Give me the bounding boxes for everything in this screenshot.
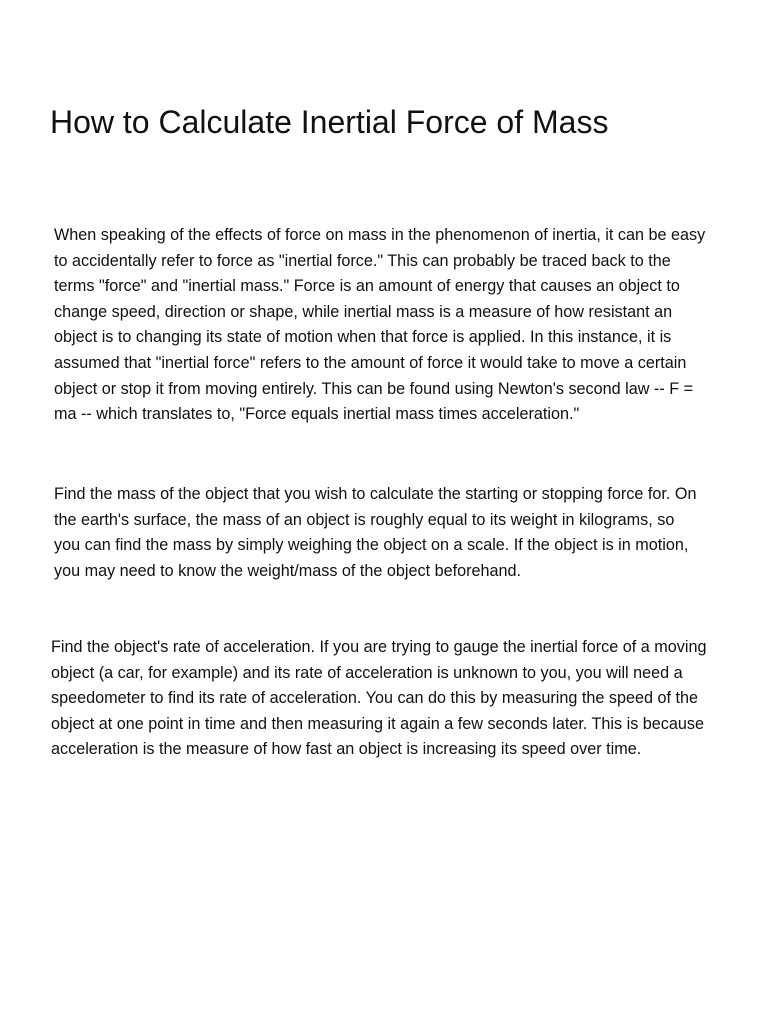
page-title: How to Calculate Inertial Force of Mass [50, 104, 609, 140]
paragraph-find-mass: Find the mass of the object that you wish to calculate the starting or stopping force for. On the earth's surface, the mass of an object is roughly equal to its weight in kilograms, so you can find the mass by simply weighing the object on a scale. If the object is in motion, you may need to know the weight/mass of the object beforehand. [54, 485, 697, 580]
paragraph-find-acceleration: Find the object's rate of acceleration. If you are trying to gauge the inertial force of a moving object (a car, for example) and its rate of acceleration is unknown to you, you will need a speedometer to find its rate of acceleration. You can do this by measuring the speed of the object at one point in time and then measuring it again a few seconds later. This is because acceleration is the measure of how fast an object is increasing its speed over time. [51, 638, 707, 759]
paragraph-intro: When speaking of the effects of force on mass in the phenomenon of inertia, it can be easy to accidentally refer to force as "inertial force." This can probably be traced back to the terms "force" and "inertial mass." Force is an amount of energy that causes an object to change speed, direction or shape, while inertial mass is a measure of how resistant an object is to changing its state of motion when that force is applied. In this instance, it is assumed that "inertial force" refers to the amount of force it would take to move a certain object or stop it from moving entirely. This can be found using Newton's second law -- F = ma -- which translates to, "Force equals inertial mass times acceleration." [54, 226, 706, 424]
